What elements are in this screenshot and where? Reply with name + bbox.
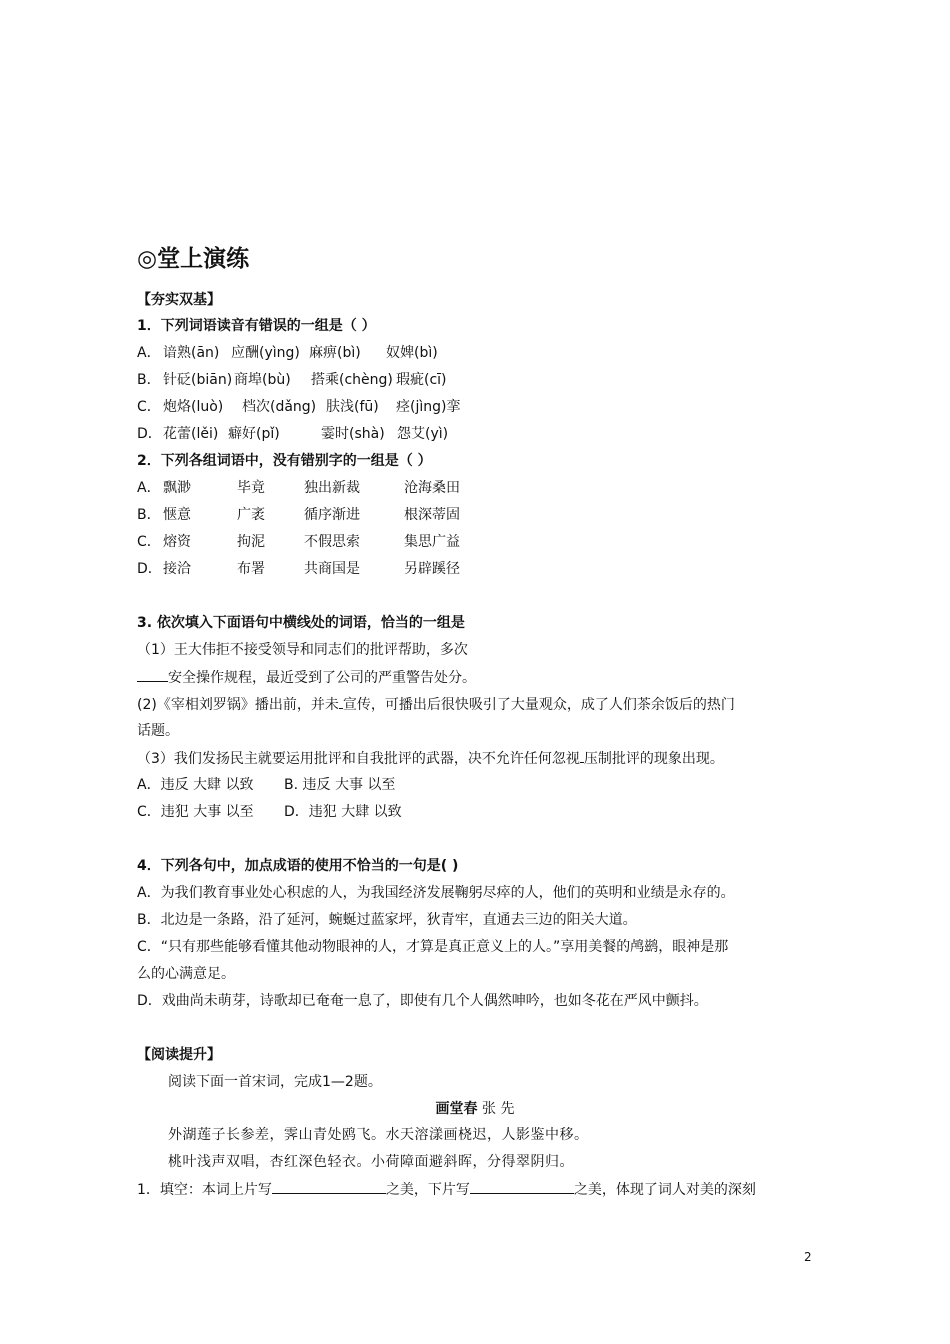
option-item: 痉(jìng)挛: [396, 399, 461, 415]
answer-blank: [272, 1179, 386, 1194]
q3-option-a: A．违反 大肆 以致: [137, 777, 254, 793]
part1-header: 【夯实双基】: [137, 292, 221, 308]
q4-option-c-continued: 么的心满意足。: [137, 966, 235, 982]
q4-option-a: A．为我们教育事业处心积虑的人，为我国经济发展鞠躬尽瘁的人，他们的英明和业绩是永存的。: [137, 885, 735, 901]
option-label: A．: [137, 345, 161, 361]
option-label: B．: [137, 372, 161, 388]
option-label: D．: [137, 561, 162, 577]
option-label: B．: [137, 507, 161, 523]
option-item: 独出新裁: [304, 480, 360, 496]
option-item: 毕竟: [237, 480, 265, 496]
option-item: 商埠(bù): [234, 372, 291, 388]
question-text: 1．填空：本词上片写: [137, 1182, 272, 1198]
option-item: 针砭(biān): [163, 372, 233, 388]
poem-author: 张 先: [482, 1101, 515, 1117]
poem-heading: [0, 1098, 950, 1118]
option-label: A．: [137, 480, 161, 496]
option-item: 搭乘(chèng): [311, 372, 393, 388]
poem-title: 画堂春: [435, 1101, 478, 1117]
option-item: 集思广益: [404, 534, 460, 550]
answer-blank: [137, 667, 168, 682]
q4-option-c: C．“只有那些能够看懂其他动物眼神的人，才算是真正意义上的人。”享用美餐的鸬鹚，眼神是那: [137, 939, 729, 955]
sentence-text: 宣传，可播出后很快吸引了大量观众，成了人们茶余饭后的热门: [342, 697, 735, 713]
poem-line-1: 外湖莲子长参差，霁山青处鸥飞。水天溶漾画桡迟，人影鉴中移。: [168, 1127, 589, 1143]
option-item: 瑕疵(cī): [396, 372, 447, 388]
option-item: 档次(dǎng): [242, 399, 317, 415]
option-item: 奴婢(bì): [386, 345, 438, 361]
option-item: 谙熟(ān): [163, 345, 220, 361]
poem-line-2: 桃叶浅声双唱，杏红深色轻衣。小荷障面避斜晖，分得翠阴归。: [168, 1154, 574, 1170]
q2-stem: 2．下列各组词语中，没有错别字的一组是（ ）: [137, 453, 432, 469]
option-item: 广袤: [237, 507, 265, 523]
answer-blank: [470, 1179, 574, 1194]
sentence-text: 压制批评的现象出现。: [583, 751, 724, 767]
option-item: 炮烙(luò): [163, 399, 224, 415]
option-item: 另辟蹊径: [404, 561, 460, 577]
option-item: 花蕾(lěi): [163, 426, 219, 442]
option-label: D．: [137, 426, 162, 442]
q3-sentence-3: [137, 748, 724, 769]
fill-question: [137, 1179, 756, 1200]
part2-header: 【阅读提升】: [137, 1047, 221, 1063]
q3-sentence-2b: 话题。: [137, 723, 179, 739]
q3-option-c: C．违犯 大事 以至: [137, 804, 254, 820]
option-item: 熔资: [163, 534, 191, 550]
q4-option-b: B．北边是一条路，沿了延河，蜿蜒过蓝家坪，狄青牢，直通去三边的阳关大道。: [137, 912, 637, 928]
option-label: C．: [137, 399, 161, 415]
q3-option-b: B. 违反 大事 以至: [284, 777, 396, 793]
option-item: 循序渐进: [304, 507, 360, 523]
page-number: 2: [804, 1250, 812, 1264]
option-item: 沧海桑田: [404, 480, 460, 496]
q4-stem: 4．下列各句中，加点成语的使用不恰当的一句是( ): [137, 858, 459, 874]
question-text: 之美，体现了词人对美的深刻: [573, 1182, 756, 1198]
option-item: 惬意: [163, 507, 191, 523]
question-text: 之美，下片写: [385, 1182, 470, 1198]
q3-sentence-2a: [137, 694, 735, 715]
reading-intro: 阅读下面一首宋词，完成1—2题。: [168, 1074, 382, 1090]
sentence-text: (2)《宰相刘罗锅》播出前，并未: [137, 697, 339, 713]
option-item: 癖好(pǐ): [228, 426, 280, 442]
option-item: 拘泥: [237, 534, 265, 550]
q3-option-d: D．违犯 大肆 以致: [284, 804, 402, 820]
option-item: 应酬(yìng): [231, 345, 300, 361]
option-item: 麻痹(bì): [309, 345, 361, 361]
option-item: 飘渺: [163, 480, 191, 496]
option-item: 不假思索: [304, 534, 360, 550]
q3-stem: 3. 依次填入下面语句中横线处的词语，恰当的一组是: [137, 615, 465, 631]
q4-option-d: D．戏曲尚未萌芽，诗歌却已奄奄一息了，即使有几个人偶然呻吟，也如冬花在严风中颤抖。: [137, 993, 708, 1009]
option-item: 共商国是: [304, 561, 360, 577]
option-label: C．: [137, 534, 161, 550]
q3-sentence-1b: [137, 667, 476, 688]
q1-stem: 1．下列词语读音有错误的一组是（ ）: [137, 318, 376, 334]
option-item: 根深蒂固: [404, 507, 460, 523]
section-title: ◎堂上演练: [137, 246, 250, 272]
option-item: 霎时(shà): [321, 426, 385, 442]
option-item: 接洽: [163, 561, 191, 577]
option-item: 布署: [237, 561, 265, 577]
option-item: 肤浅(fū): [326, 399, 379, 415]
sentence-text: （3）我们发扬民主就要运用批评和自我批评的武器，决不允许任何忽视: [137, 751, 580, 767]
q3-sentence-1a: （1）王大伟拒不接受领导和同志们的批评帮助，多次: [137, 642, 468, 658]
sentence-text: 安全操作规程，最近受到了公司的严重警告处分。: [168, 670, 476, 686]
option-item: 怨艾(yì): [397, 426, 449, 442]
